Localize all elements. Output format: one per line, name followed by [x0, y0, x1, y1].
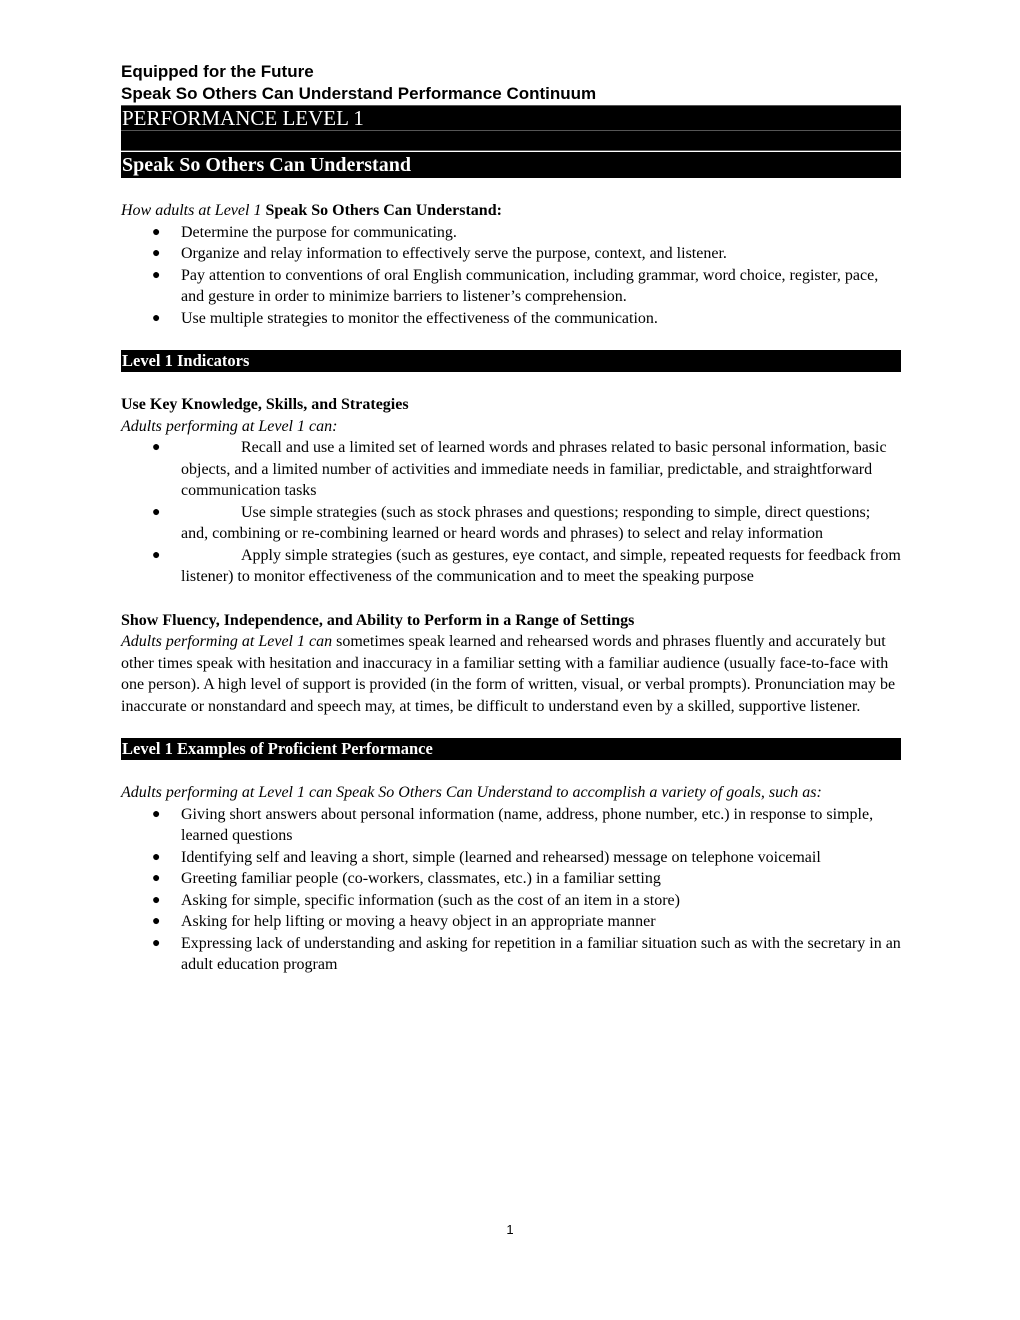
header-title: Equipped for the Future [121, 62, 314, 81]
bullet-icon: ● [152, 849, 161, 865]
list-item: ● Determine the purpose for communicating. [121, 222, 901, 244]
bullet-icon: ● [152, 440, 161, 455]
list-item: ● Recall and use a limited set of learned words and phrases related to basic personal information, basic objects, and a limited number of activities and immediate needs in familiar, predictable, and straightforward communication tasks [152, 439, 887, 499]
examples-list [121, 804, 901, 976]
key-knowledge-subheading: Adults performing at Level 1 can: [121, 417, 338, 435]
key-knowledge-heading: Use Key Knowledge, Skills, and Strategies [121, 396, 409, 413]
bar-spacer [121, 131, 901, 151]
bullet-icon: ● [152, 504, 161, 520]
list-item: ● Organize and relay information to effectively serve the purpose, context, and listener. [121, 243, 901, 265]
how-adults-skill: Speak So Others Can Understand: [265, 202, 502, 219]
bullet-icon: ● [152, 892, 161, 908]
indicators-bar: Level 1 Indicators [121, 350, 901, 372]
examples-intro: Adults performing at Level 1 can Speak So Others Can Understand to accomplish a variety of goals, such as: [121, 784, 822, 801]
performance-level-bar: PERFORMANCE LEVEL 1 [121, 105, 901, 131]
list-item: ● Identifying self and leaving a short, simple (learned and rehearsed) message on telephone voicemail [121, 847, 901, 869]
list-item: ● Greeting familiar people (co-workers, classmates, etc.) in a familiar setting [121, 868, 901, 890]
list-item: ● Asking for simple, specific information (such as the cost of an item in a store) [121, 890, 901, 912]
list-item: ● Pay attention to conventions of oral English communication, including grammar, word choice, register, pace, and gesture in order to minimize barriers to listener’s comprehension. [152, 266, 879, 305]
bullet-icon: ● [152, 224, 161, 240]
header-subtitle: Speak So Others Can Understand Performance Continuum [121, 84, 597, 103]
bullet-icon: ● [152, 267, 161, 283]
examples-bar: Level 1 Examples of Proficient Performance [121, 738, 901, 760]
list-item: ● Expressing lack of understanding and asking for repetition in a familiar situation such as with the secretary in an adult education program [152, 934, 901, 973]
bullet-icon: ● [152, 871, 161, 886]
bullet-icon: ● [152, 310, 161, 326]
how-adults-list [121, 222, 901, 330]
how-adults-heading [121, 200, 901, 222]
page-number: 1 [506, 1222, 514, 1237]
list-item: ● Apply simple strategies (such as gestures, eye contact, and simple, repeated requests for feedback from listener) to monitor effectiveness of the communication and to meet the speaking purpose [152, 546, 901, 585]
bullet-icon: ● [152, 806, 161, 822]
key-knowledge-list [121, 437, 901, 588]
how-adults-lead: How adults at Level 1 [121, 202, 262, 219]
fluency-paragraph [121, 631, 901, 717]
list-item: ● Asking for help lifting or moving a heavy object in an appropriate manner [121, 911, 901, 933]
fluency-lead: Adults performing at Level 1 can [121, 633, 333, 650]
bullet-icon: ● [152, 935, 161, 951]
skill-title-bar: Speak So Others Can Understand [121, 152, 901, 178]
bullet-icon: ● [152, 547, 161, 563]
list-item: ● Use simple strategies (such as stock phrases and questions; responding to simple, direct questions; and, combining or re-combining learned or heard words and phrases) to select and relay information [152, 503, 871, 542]
document-page [121, 61, 901, 976]
bullet-icon: ● [152, 246, 161, 261]
fluency-heading: Show Fluency, Independence, and Ability to Perform in a Range of Settings [121, 611, 635, 629]
bullet-icon: ● [152, 914, 161, 929]
list-item: ● Use multiple strategies to monitor the effectiveness of the communication. [121, 308, 901, 330]
list-item: ● Giving short answers about personal information (name, address, phone number, etc.) in response to simple, learned questions [152, 805, 874, 844]
fluency-body: sometimes speak learned and rehearsed words and phrases fluently and accurately but other times speak with hesitation and inaccuracy in a familiar setting with a familiar audience (usually face-to-face with one person). A high level of support is provided (in the form of written, visual, or verbal prompts). Pronunciation may be inaccurate or nonstandard and speech may, at times, be difficult to understand even by a skilled, supportive listener. [121, 633, 896, 715]
